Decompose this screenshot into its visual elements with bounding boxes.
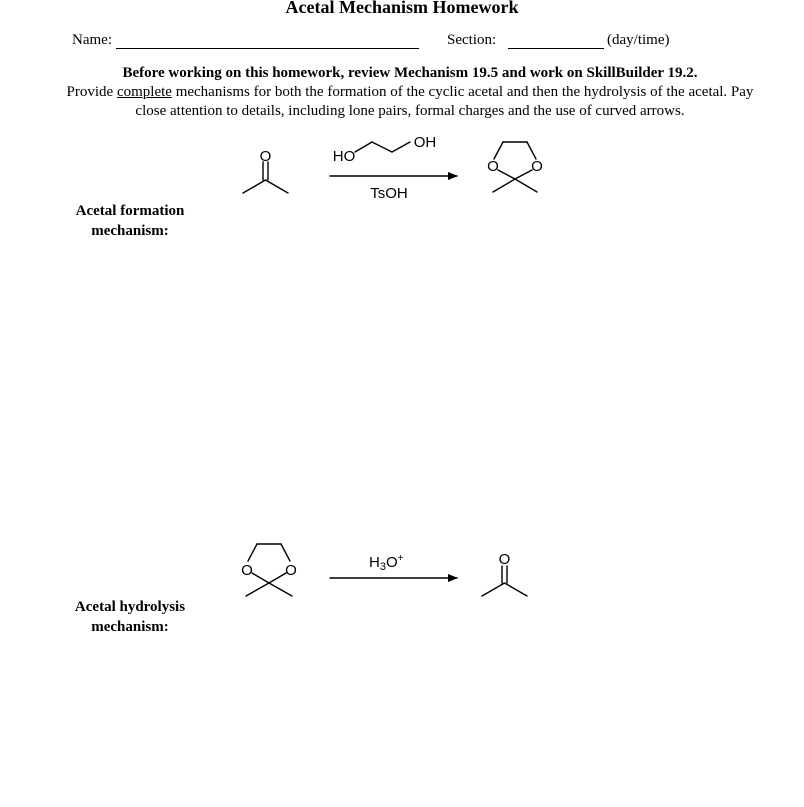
atom-oxygen: O xyxy=(259,148,272,165)
catalyst-tsoh: TsOH xyxy=(370,185,408,202)
reagent-oh: OH xyxy=(413,134,437,151)
page-title: Acetal Mechanism Homework xyxy=(285,0,519,17)
atom-oxygen: O xyxy=(498,551,511,568)
charge-plus: + xyxy=(397,553,404,564)
acetone-structure-formation xyxy=(243,162,288,193)
reagent-ho: HO xyxy=(332,148,356,165)
reagent-hydronium: $H_3O^+$ xyxy=(369,553,404,573)
atom-oxygen: O xyxy=(531,158,543,175)
atom-oxygen: O xyxy=(285,562,297,579)
emphasis-complete: complete xyxy=(116,84,172,100)
atom-oxygen: O xyxy=(241,562,253,579)
acetone-structure-hydrolysis xyxy=(482,566,527,596)
hydrolysis-label: Acetal hydrolysis mechanism: xyxy=(74,599,186,635)
formation-label: Acetal formation mechanism: xyxy=(75,203,185,239)
name-label: Name: xyxy=(72,32,112,48)
instructions-body: Provide complete mechanisms for both the formation of the cyclic acetal and then the hydrolysis of the acetal. Pay close attention to details, including lone pairs, formal charges and the use of curved arrows. xyxy=(66,84,754,119)
atom-oxygen: O xyxy=(487,158,499,175)
instructions-bold: Before working on this homework, review Mechanism 19.5 and work on SkillBuilder 19.2. xyxy=(122,65,698,81)
day-time-label: (day/time) xyxy=(607,32,670,48)
ethylene-glycol-structure xyxy=(355,142,410,152)
section-label: Section: xyxy=(447,32,497,48)
